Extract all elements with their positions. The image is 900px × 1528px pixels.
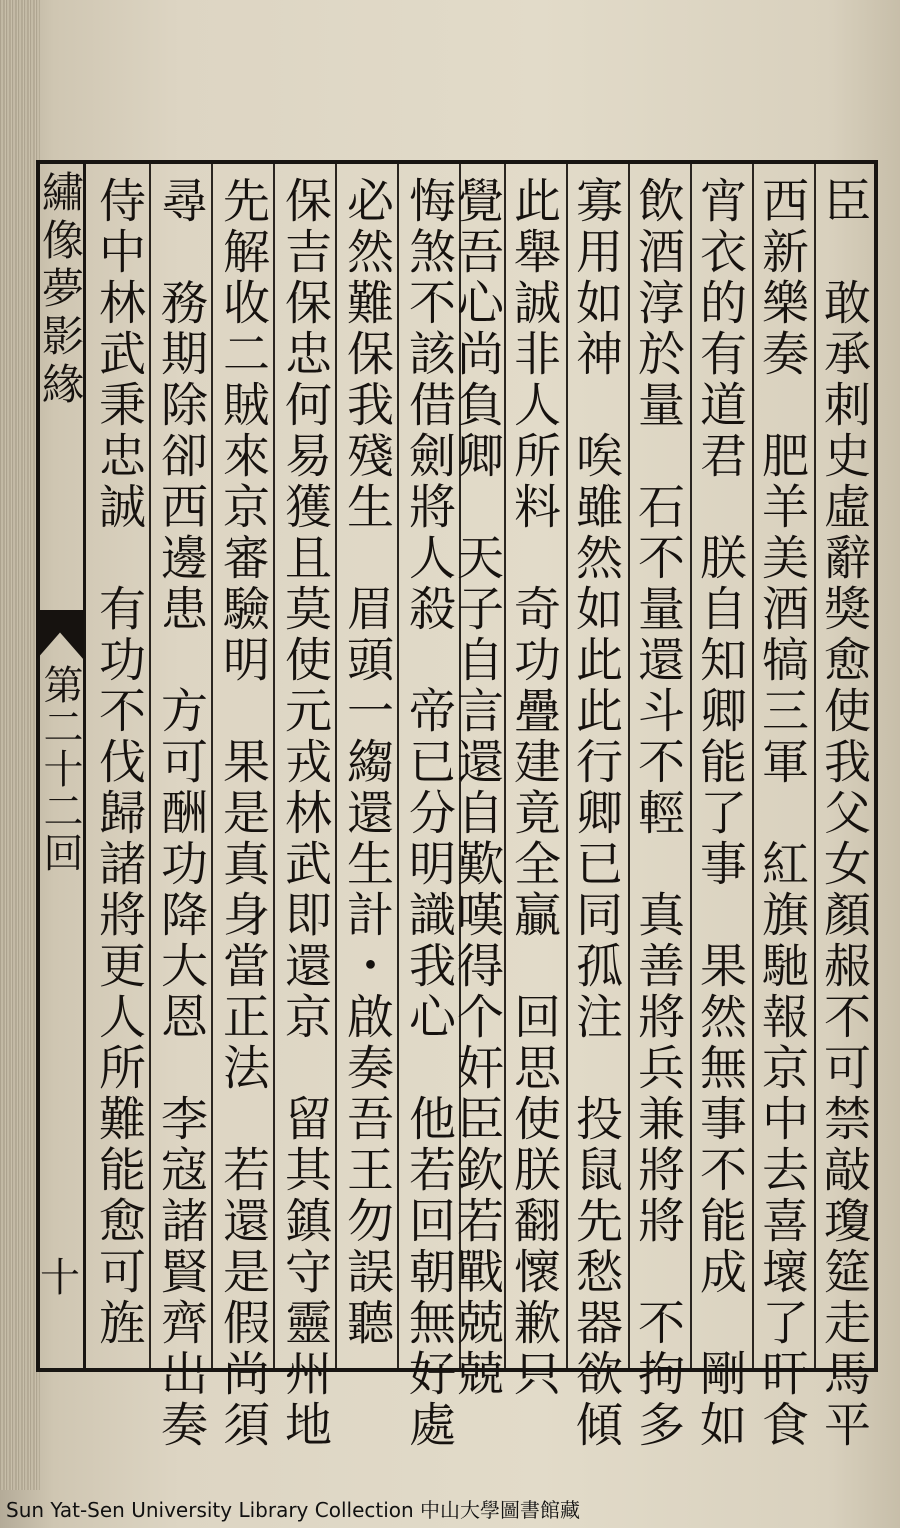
book-edge: [0, 0, 40, 1490]
library-credit: Sun Yat-Sen University Library Collection 中山大學圖書館藏: [6, 1498, 581, 1522]
text-column-13: 侍中林武秉忠誠 有功不伐歸諸將更人所難能愈可旌: [91, 176, 146, 1349]
text-column-3: 宵衣的有道君 朕自知卿能了事 果然無事不能成 剛如: [692, 176, 747, 1451]
text-column-6: 此舉誠非人所料 奇功疊建竟全贏 回思使朕翻懷歉只: [506, 176, 561, 1400]
chapter-label: 第二十二回: [37, 664, 83, 874]
margin-column: [36, 164, 86, 1368]
text-column-10: 保吉保忠何易獲且莫使元戎林武即還京 留其鎮守靈州地: [277, 176, 332, 1451]
book-title: 繡像夢影緣: [36, 170, 85, 410]
text-column-12: 尋 務期除卻西邊患 方可酬功降大恩 李寇諸賢齊出奏: [153, 176, 208, 1451]
text-column-11: 先解收二賊來京審驗明 果是真身當正法 若還是假尚須: [215, 176, 270, 1451]
text-column-2: 西新樂奏 肥羊美酒犒三軍 紅旗馳報京中去喜壞了旰食: [754, 176, 809, 1451]
leaf-number: 十: [40, 1255, 80, 1301]
text-column-7: 覺吾心尚負卿 天子自言還自歎嘆得个奸臣欽若戰兢兢: [449, 176, 504, 1400]
text-column-9: 必然難保我殘生 眉頭一縐還生計・啟奏吾王勿誤聽: [339, 176, 394, 1349]
text-column-4: 飲酒淳於量 石不量還斗不輕 真善將兵兼將將 不拘多: [630, 176, 685, 1451]
text-column-8: 悔煞不該借劍將人殺 帝已分明識我心 他若回朝無好處: [401, 176, 456, 1451]
text-column-5: 寡用如神 唉雖然如此此行卿已同孤注 投鼠先愁器欲傾: [568, 176, 623, 1451]
fishtail-mark: [36, 610, 84, 660]
text-column-1: 臣 敢承刺史虛辭獎愈使我父女顏赧不可禁敲瓊筵走馬平: [816, 176, 871, 1451]
